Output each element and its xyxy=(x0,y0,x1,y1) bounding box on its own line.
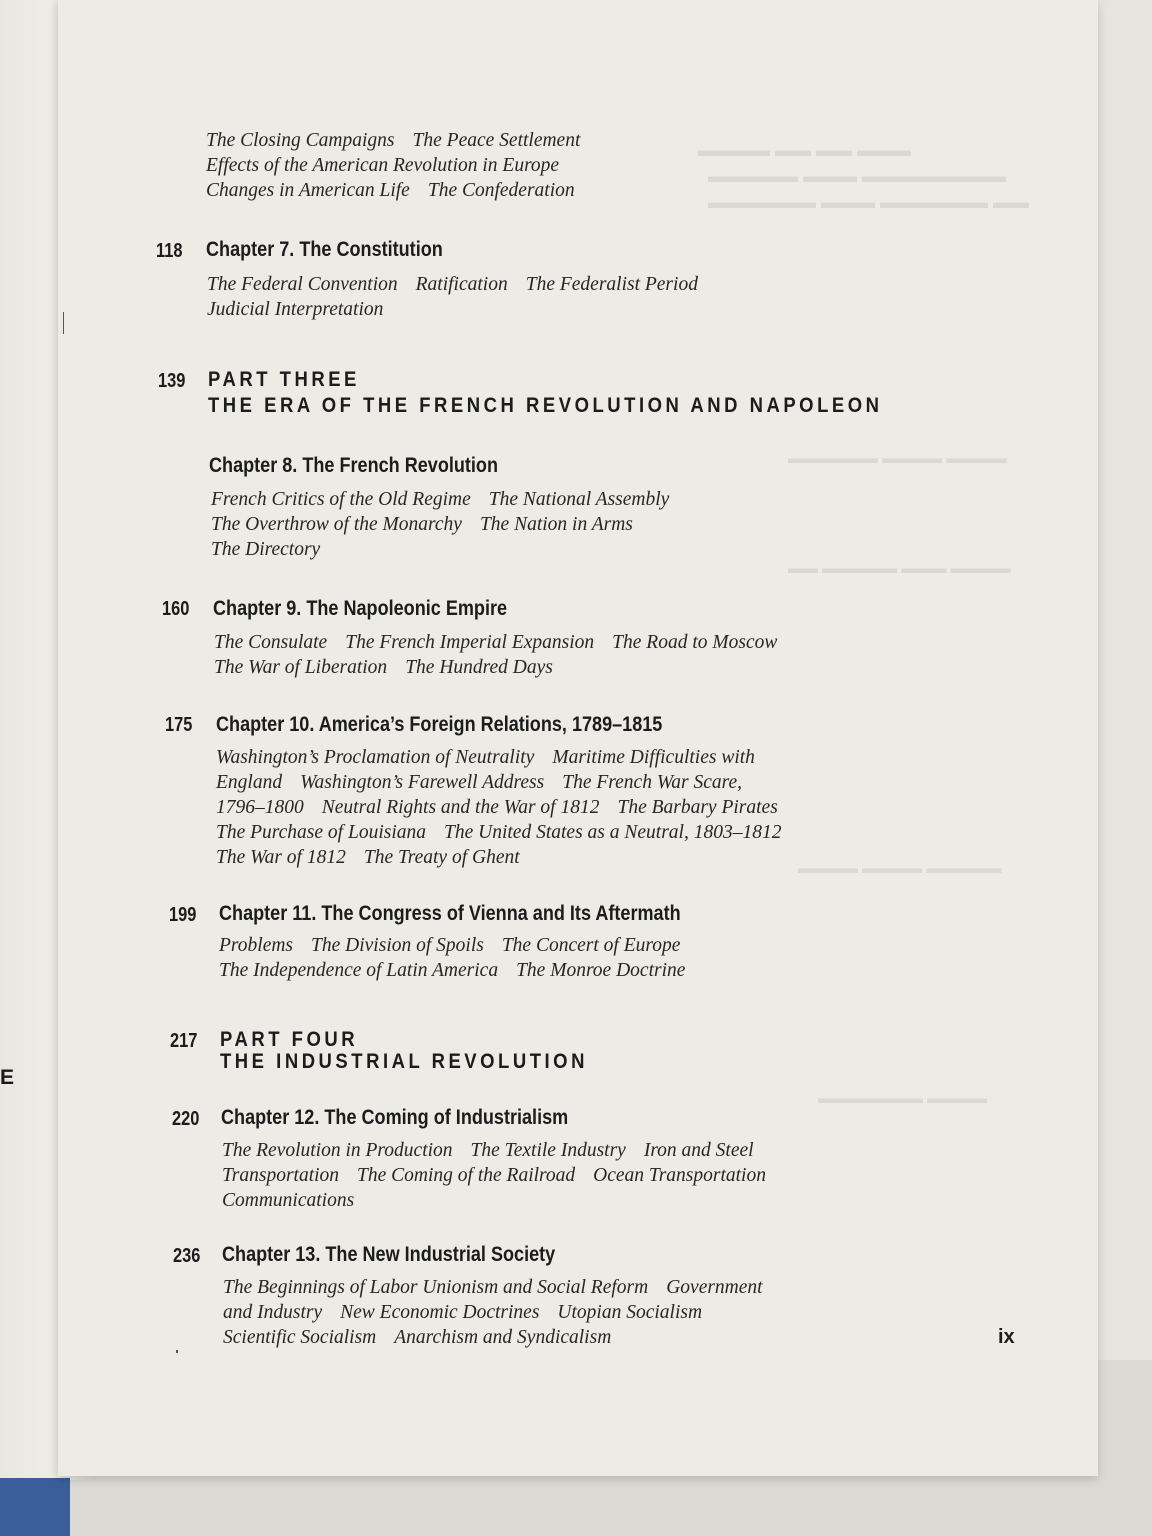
chapter-9-topics xyxy=(214,630,795,680)
topic: Washington’s Farewell Address xyxy=(300,772,545,793)
chapter-10-page-number: 175 xyxy=(165,714,193,736)
topic: The National Assembly xyxy=(488,489,670,510)
chapter-10-title: Chapter 10. America’s Foreign Relations, 1789–1815 xyxy=(216,713,663,736)
show-through: ▬▬▬▬ ▬▬▬▬▬▬▬ xyxy=(818,1090,988,1107)
show-through: ▬▬▬▬▬▬▬▬ ▬▬▬ ▬▬▬▬▬ xyxy=(708,166,1007,186)
topic: Neutral Rights and the War of 1812 xyxy=(321,797,600,818)
topic: The French Imperial Expansion xyxy=(345,632,595,653)
topic: The Treaty of Ghent xyxy=(363,847,520,868)
topic: The Beginnings of Labor Unionism and Social Reform xyxy=(223,1277,649,1298)
topic: Utopian Socialism xyxy=(557,1302,703,1323)
topic: Ratification xyxy=(415,274,508,295)
chapter-7-title: Chapter 7. The Constitution xyxy=(206,238,443,261)
topic: Ocean Transportation xyxy=(593,1165,766,1186)
chapter-11-title: Chapter 11. The Congress of Vienna and Its Aftermath xyxy=(219,902,681,925)
part-3-label: PART THREE xyxy=(208,368,360,391)
topic: Communications xyxy=(222,1190,355,1211)
topic: Transportation xyxy=(222,1165,340,1186)
topic: French Critics of the Old Regime xyxy=(211,489,471,510)
show-through: ▬▬▬▬▬ ▬▬▬▬ ▬▬▬▬ xyxy=(798,860,1002,877)
chapter-8-title: Chapter 8. The French Revolution xyxy=(209,454,499,477)
topic: The Purchase of Louisiana xyxy=(216,822,426,843)
topic: New Economic Doctrines xyxy=(340,1302,540,1323)
chapter-11-topics xyxy=(219,933,703,983)
left-page-fragment: E xyxy=(0,1066,15,1089)
topic: The Peace Settlement xyxy=(412,130,581,151)
continued-topics xyxy=(206,128,598,203)
chapter-9-page-number: 160 xyxy=(162,598,190,620)
topic: The Consulate xyxy=(214,632,328,653)
topic: The Independence of Latin America xyxy=(219,960,499,981)
topic: The Revolution in Production xyxy=(222,1140,453,1161)
topic: The Directory xyxy=(211,539,321,560)
topic: and Industry xyxy=(223,1302,323,1323)
chapter-8-topics xyxy=(211,487,687,562)
topic: The Road to Moscow xyxy=(612,632,778,653)
topic: The Division of Spoils xyxy=(311,935,484,956)
show-through: ▬▬▬▬ ▬▬▬ ▬▬▬▬▬ ▬▬ xyxy=(788,560,1011,577)
chapter-12-page-number: 220 xyxy=(172,1108,200,1130)
topic: Problems xyxy=(219,935,294,956)
topic: Effects of the American Revolution in Europe xyxy=(206,155,560,176)
part-3-title: THE ERA OF THE FRENCH REVOLUTION AND NAPOLEON xyxy=(208,394,883,417)
paper-mark xyxy=(176,1350,178,1353)
chapter-9-title: Chapter 9. The Napoleonic Empire xyxy=(213,597,508,620)
show-through: ▬▬ ▬▬▬▬▬▬ ▬▬▬ ▬▬▬▬▬▬ xyxy=(708,192,1030,212)
part-4-label: PART FOUR xyxy=(220,1028,359,1051)
show-through: ▬▬▬ ▬▬ ▬▬ ▬▬▬▬ xyxy=(698,140,912,160)
topic: Changes in American Life xyxy=(206,180,410,201)
chapter-12-title: Chapter 12. The Coming of Industrialism xyxy=(221,1106,569,1129)
topic: Anarchism and Syndicalism xyxy=(394,1327,612,1348)
page-number: ix xyxy=(998,1326,1015,1348)
topic: The Nation in Arms xyxy=(479,514,633,535)
part-4-page-number: 217 xyxy=(170,1030,198,1052)
topic: The Overthrow of the Monarchy xyxy=(211,514,462,535)
part-3-page-number: 139 xyxy=(158,370,186,392)
book-cover-edge xyxy=(0,1478,70,1536)
chapter-13-title: Chapter 13. The New Industrial Society xyxy=(222,1243,556,1266)
topic: The Closing Campaigns xyxy=(206,130,395,151)
topic: Scientific Socialism xyxy=(223,1327,377,1348)
topic: The Coming of the Railroad xyxy=(357,1165,576,1186)
topic: The United States as a Neutral, 1803–1812 xyxy=(444,822,782,843)
show-through: ▬▬▬▬ ▬▬▬▬ ▬▬▬▬▬▬ xyxy=(788,450,1007,467)
contents-page xyxy=(58,0,1098,1476)
topic: The Confederation xyxy=(427,180,575,201)
topic: Maritime Difficulties with xyxy=(552,747,755,768)
topic: The Federal Convention xyxy=(207,274,398,295)
topic: The Federalist Period xyxy=(525,274,698,295)
background-surface xyxy=(1096,0,1152,1360)
topic: The French War Scare, xyxy=(562,772,743,793)
topic: The War of 1812 xyxy=(216,847,346,868)
topic: 1796–1800 xyxy=(216,797,304,818)
topic: The War of Liberation xyxy=(214,657,388,678)
topic: England xyxy=(216,772,283,793)
topic: Washington’s Proclamation of Neutrality xyxy=(216,747,535,768)
topic: Government xyxy=(666,1277,763,1298)
topic: The Concert of Europe xyxy=(501,935,681,956)
topic: Iron and Steel xyxy=(643,1140,754,1161)
chapter-13-page-number: 236 xyxy=(173,1245,201,1267)
part-4-title: THE INDUSTRIAL REVOLUTION xyxy=(220,1050,588,1073)
topic: The Textile Industry xyxy=(470,1140,626,1161)
chapter-10-topics xyxy=(216,745,799,870)
topic: The Monroe Doctrine xyxy=(516,960,686,981)
chapter-12-topics xyxy=(222,1138,784,1213)
chapter-11-page-number: 199 xyxy=(169,904,197,926)
topic: Judicial Interpretation xyxy=(207,299,384,320)
chapter-7-topics xyxy=(207,272,716,322)
topic: The Barbary Pirates xyxy=(617,797,778,818)
topic: The Hundred Days xyxy=(405,657,553,678)
paper-mark xyxy=(63,312,64,334)
chapter-13-topics xyxy=(223,1275,781,1350)
chapter-7-page-number: 118 xyxy=(156,240,183,262)
